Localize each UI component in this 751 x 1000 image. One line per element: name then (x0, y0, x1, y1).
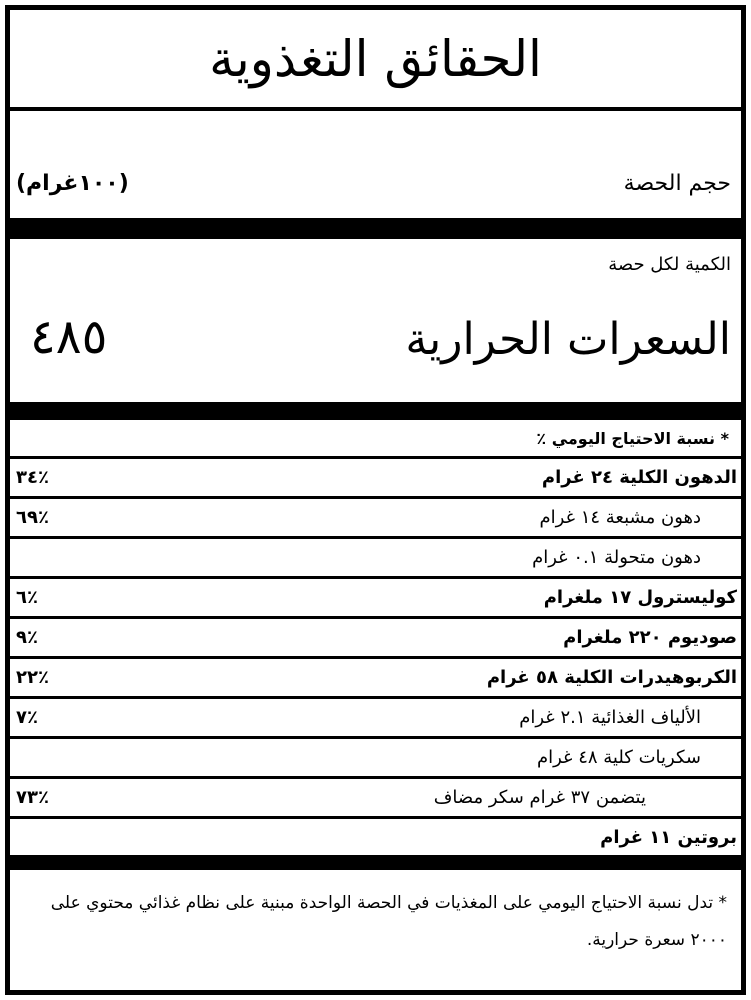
nutrient-row-trans-fat (10, 539, 741, 579)
calories-value: ٤٨٥ (30, 309, 108, 365)
nutrient-list (10, 459, 741, 856)
nutrient-name: الألياف الغذائية ٢.١ غرام (519, 707, 701, 728)
divider-thick (10, 855, 741, 870)
nutrient-row-cholesterol (10, 579, 741, 619)
serving-size-section (10, 111, 741, 218)
nutrient-name: سكريات كلية ٤٨ غرام (536, 747, 701, 768)
nutrient-row-dietary-fiber (10, 699, 741, 739)
amount-per-serving: الكمية لكل حصة (608, 254, 731, 275)
nutrient-name: دهون متحولة ٠.١ غرام (532, 547, 701, 568)
nutrient-name: بروتين ١١ غرام (600, 827, 737, 848)
nutrient-name: دهون مشبعة ١٤ غرام (539, 507, 701, 528)
nutrient-name: الدهون الكلية ٢٤ غرام (541, 467, 737, 488)
label-title: الحقائق التغذوية (10, 10, 741, 111)
footnote: * تدل نسبة الاحتياج اليومي على المغذيات في الحصة الواحدة مبنية على نظام غذائي محتوي على ٢٠٠٠ سعرة حرارية. (50, 893, 727, 950)
divider-thick (10, 402, 741, 420)
nutrient-percent: ٪٦٩ (16, 507, 49, 528)
nutrient-row-total-carbohydrate (10, 659, 741, 699)
nutrient-row-added-sugars (10, 779, 741, 819)
serving-size-value: (١٠٠غرام) (16, 171, 129, 196)
nutrient-percent: ٪٩ (16, 627, 38, 648)
divider-thick (10, 218, 741, 239)
nutrient-row-total-fat (10, 459, 741, 499)
nutrient-percent: ٪٢٢ (16, 667, 49, 688)
nutrient-row-total-sugars (10, 739, 741, 779)
nutrient-percent: ٪٧ (16, 707, 38, 728)
nutrient-name: صوديوم ٢٢٠ ملغرام (563, 627, 737, 648)
serving-size-label: حجم الحصة (623, 171, 731, 196)
nutrient-percent: ٪٦ (16, 587, 38, 608)
nutrient-name: الكربوهيدرات الكلية ٥٨ غرام (486, 667, 737, 688)
nutrient-row-saturated-fat (10, 499, 741, 539)
calories-label: السعرات الحرارية (405, 314, 731, 365)
nutrient-row-sodium (10, 619, 741, 659)
nutrient-row-protein (10, 819, 741, 856)
nutrient-name: كوليسترول ١٧ ملغرام (543, 587, 737, 608)
nutrition-facts-label (5, 5, 746, 995)
nutrient-percent: ٪٧٣ (16, 787, 49, 808)
daily-value-header: * نسبة الاحتياج اليومي ٪ (10, 420, 741, 459)
nutrient-percent: ٪٣٤ (16, 467, 49, 488)
nutrient-name: يتضمن ٣٧ غرام سكر مضاف (433, 787, 646, 808)
calories-section (10, 239, 741, 402)
